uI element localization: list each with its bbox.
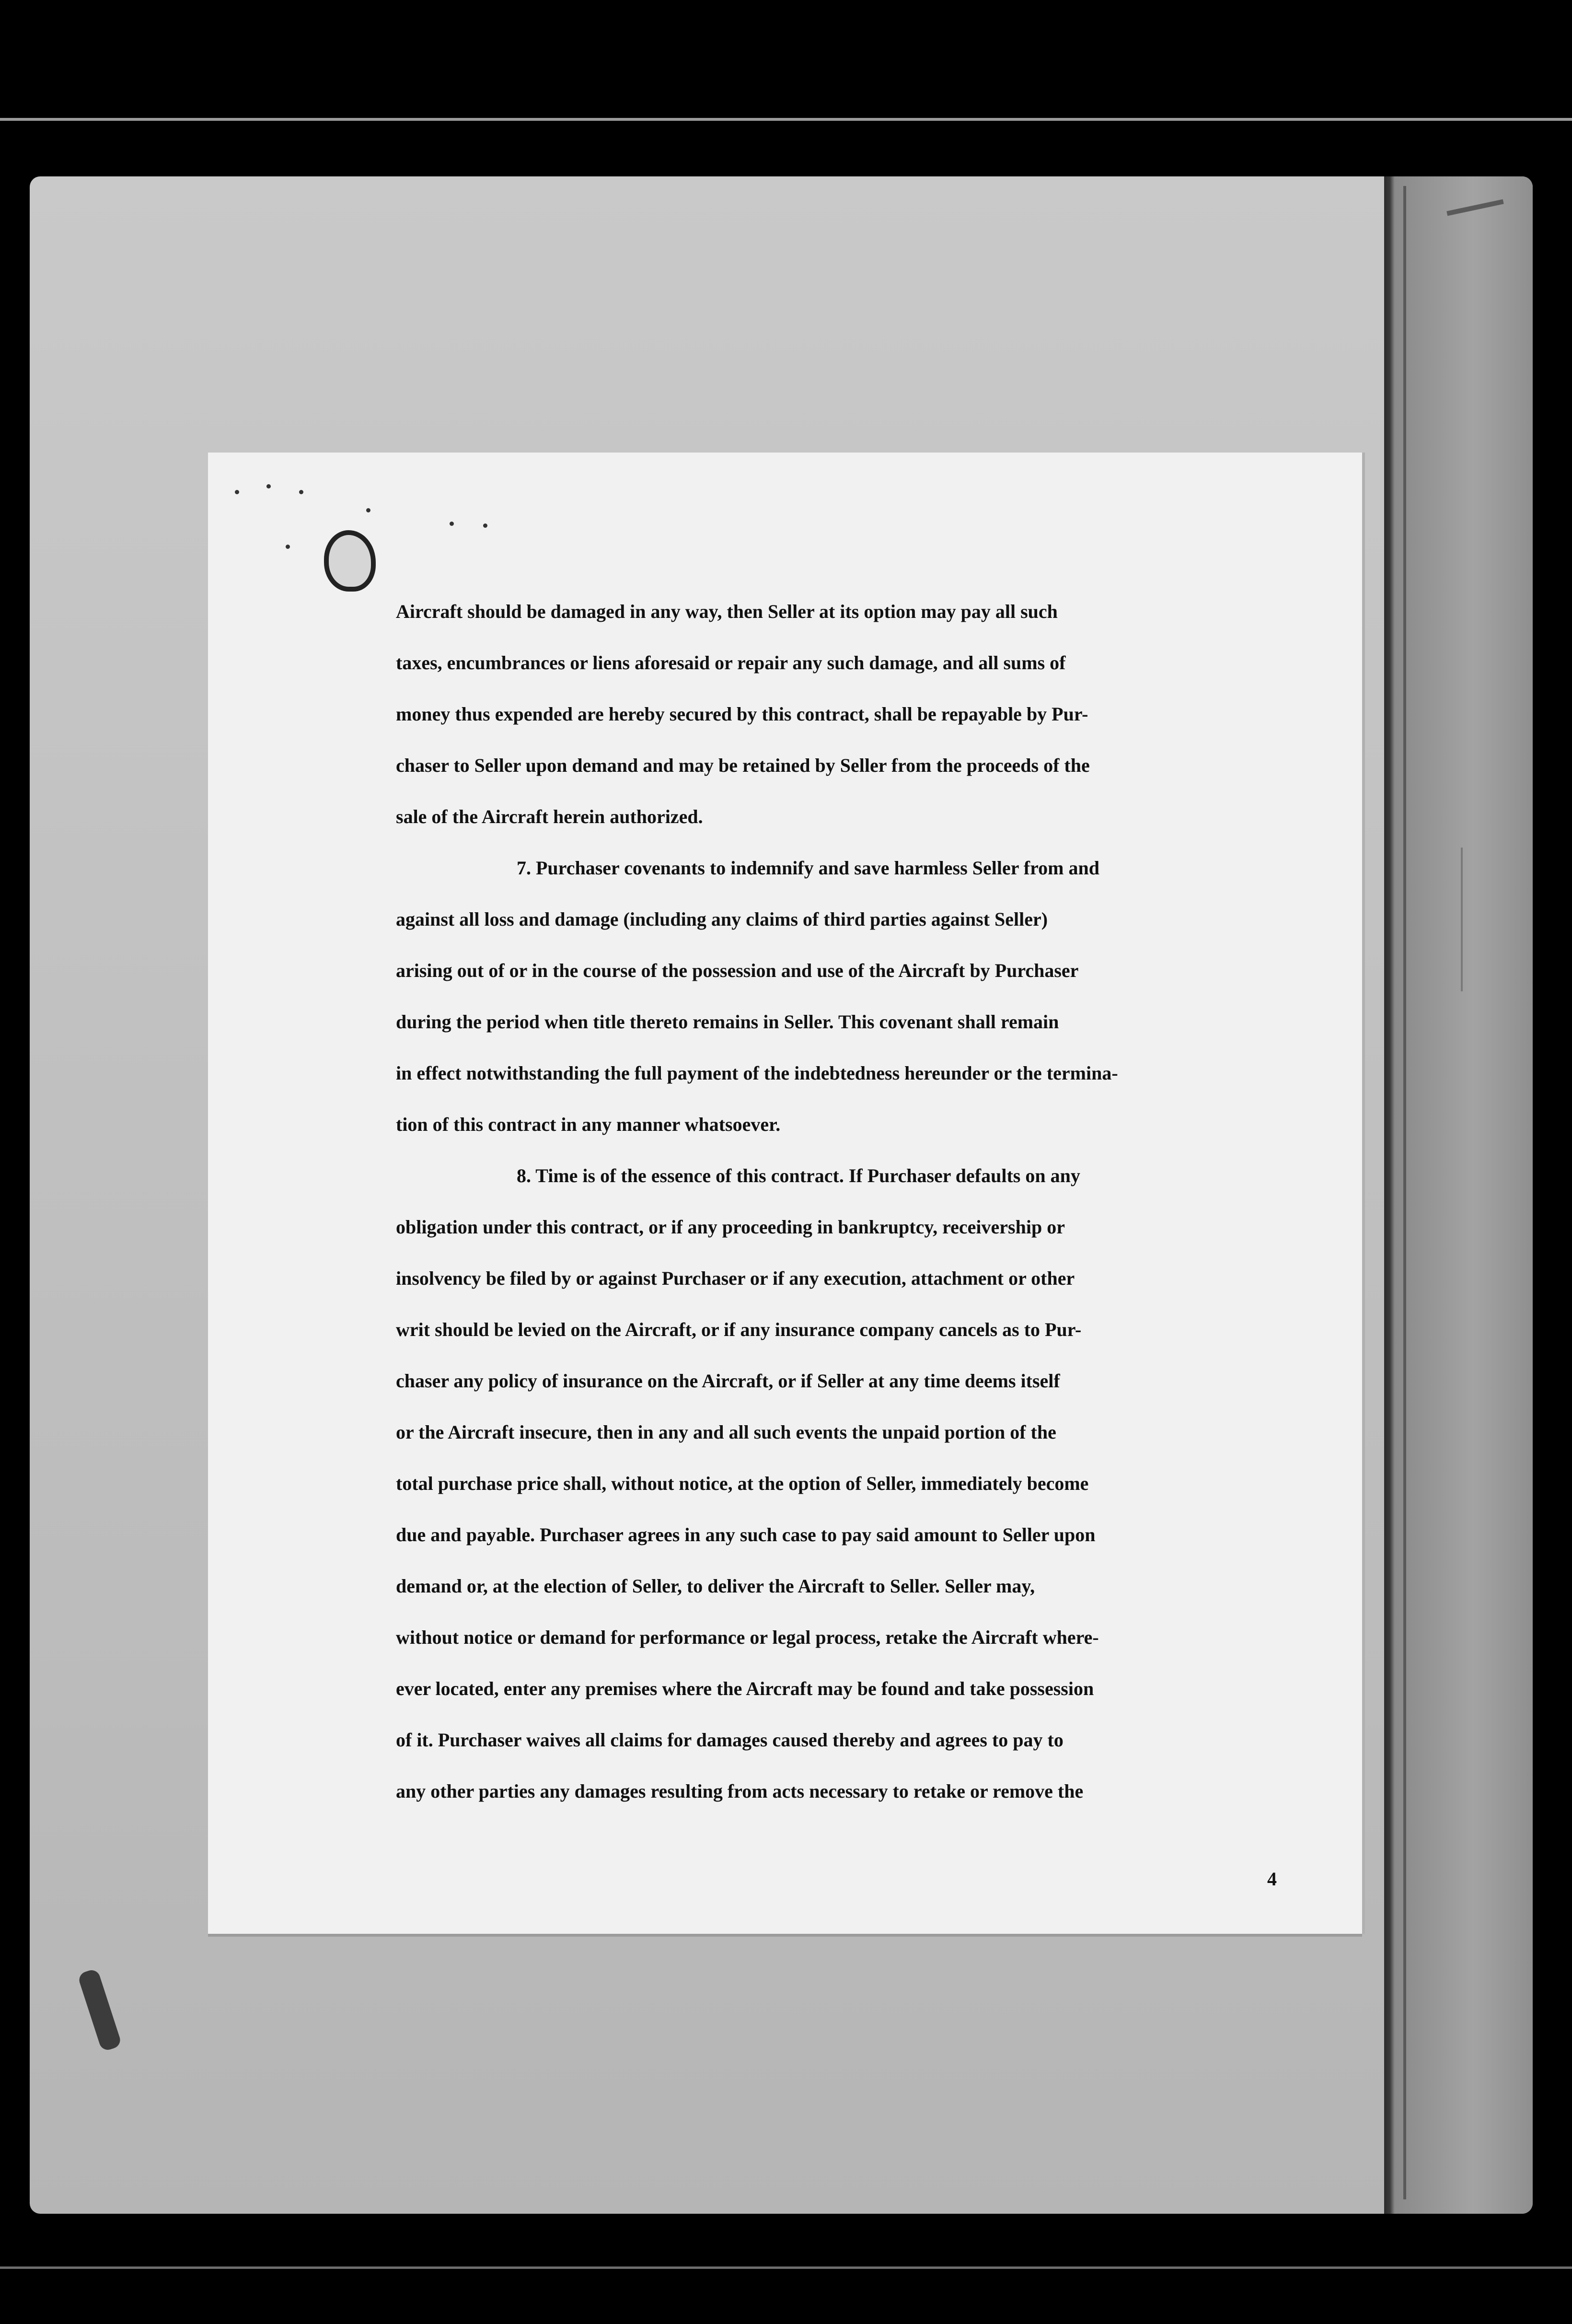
speck (235, 490, 239, 494)
paragraph-8-start: 8. Time is of the essence of this contract. If Purchaser defaults on any (517, 1165, 1080, 1186)
speck (299, 490, 303, 494)
speck (450, 522, 454, 526)
text-line: obligation under this contract, or if any proceeding in bankruptcy, receivership or (396, 1216, 1065, 1238)
speck (483, 523, 487, 528)
strip-crease (1403, 186, 1406, 2199)
document-page (208, 453, 1362, 1934)
speck (366, 508, 370, 512)
text-line: ever located, enter any premises where the Aircraft may be found and take possession (396, 1678, 1094, 1699)
board-edge-strip (1384, 176, 1533, 2214)
text-line: tion of this contract in any manner whatsoever. (396, 1114, 781, 1135)
film-edge-top (0, 118, 1572, 121)
text-line: total purchase price shall, without notice, at the option of Seller, immediately become (396, 1473, 1089, 1494)
text-line: due and payable. Purchaser agrees in any such case to pay said amount to Seller upon (396, 1524, 1096, 1545)
text-line: Aircraft should be damaged in any way, then Seller at its option may pay all such (396, 601, 1058, 622)
page-number: 4 (1267, 1868, 1277, 1890)
text-line: during the period when title thereto remains in Seller. This covenant shall remain (396, 1011, 1059, 1033)
text-line: or the Aircraft insecure, then in any and all such events the unpaid portion of the (396, 1421, 1056, 1443)
film-edge-bottom (0, 2266, 1572, 2269)
punch-hole (324, 530, 376, 592)
speck (266, 484, 271, 488)
text-line: arising out of or in the course of the possession and use of the Aircraft by Purchaser (396, 960, 1079, 981)
strip-scratch (1461, 848, 1463, 991)
text-line: chaser to Seller upon demand and may be retained by Seller from the proceeds of the (396, 755, 1090, 776)
text-line: of it. Purchaser waives all claims for damages caused thereby and agrees to pay to (396, 1729, 1063, 1751)
paragraph-7-start: 7. Purchaser covenants to indemnify and save harmless Seller from and (517, 857, 1099, 879)
text-line: in effect notwithstanding the full payment of the indebtedness hereunder or the termina- (396, 1062, 1118, 1084)
text-line: any other parties any damages resulting from acts necessary to retake or remove the (396, 1780, 1084, 1802)
text-line: money thus expended are hereby secured by this contract, shall be repayable by Pur- (396, 703, 1088, 725)
text-line: without notice or demand for performance or legal process, retake the Aircraft where- (396, 1627, 1099, 1648)
text-line: writ should be levied on the Aircraft, or if any insurance company cancels as to Pur- (396, 1319, 1082, 1340)
text-line: sale of the Aircraft herein authorized. (396, 806, 703, 827)
text-line: against all loss and damage (including any claims of third parties against Seller) (396, 908, 1048, 930)
text-line: demand or, at the election of Seller, to deliver the Aircraft to Seller. Seller may, (396, 1575, 1035, 1597)
speck (286, 545, 290, 549)
strip-scratch (1446, 199, 1503, 216)
text-line: taxes, encumbrances or liens aforesaid or repair any such damage, and all sums of (396, 652, 1066, 674)
text-line: chaser any policy of insurance on the Aircraft, or if Seller at any time deems itself (396, 1370, 1060, 1392)
text-line: insolvency be filed by or against Purchaser or if any execution, attachment or other (396, 1267, 1075, 1289)
contract-body-text (396, 586, 1297, 1817)
